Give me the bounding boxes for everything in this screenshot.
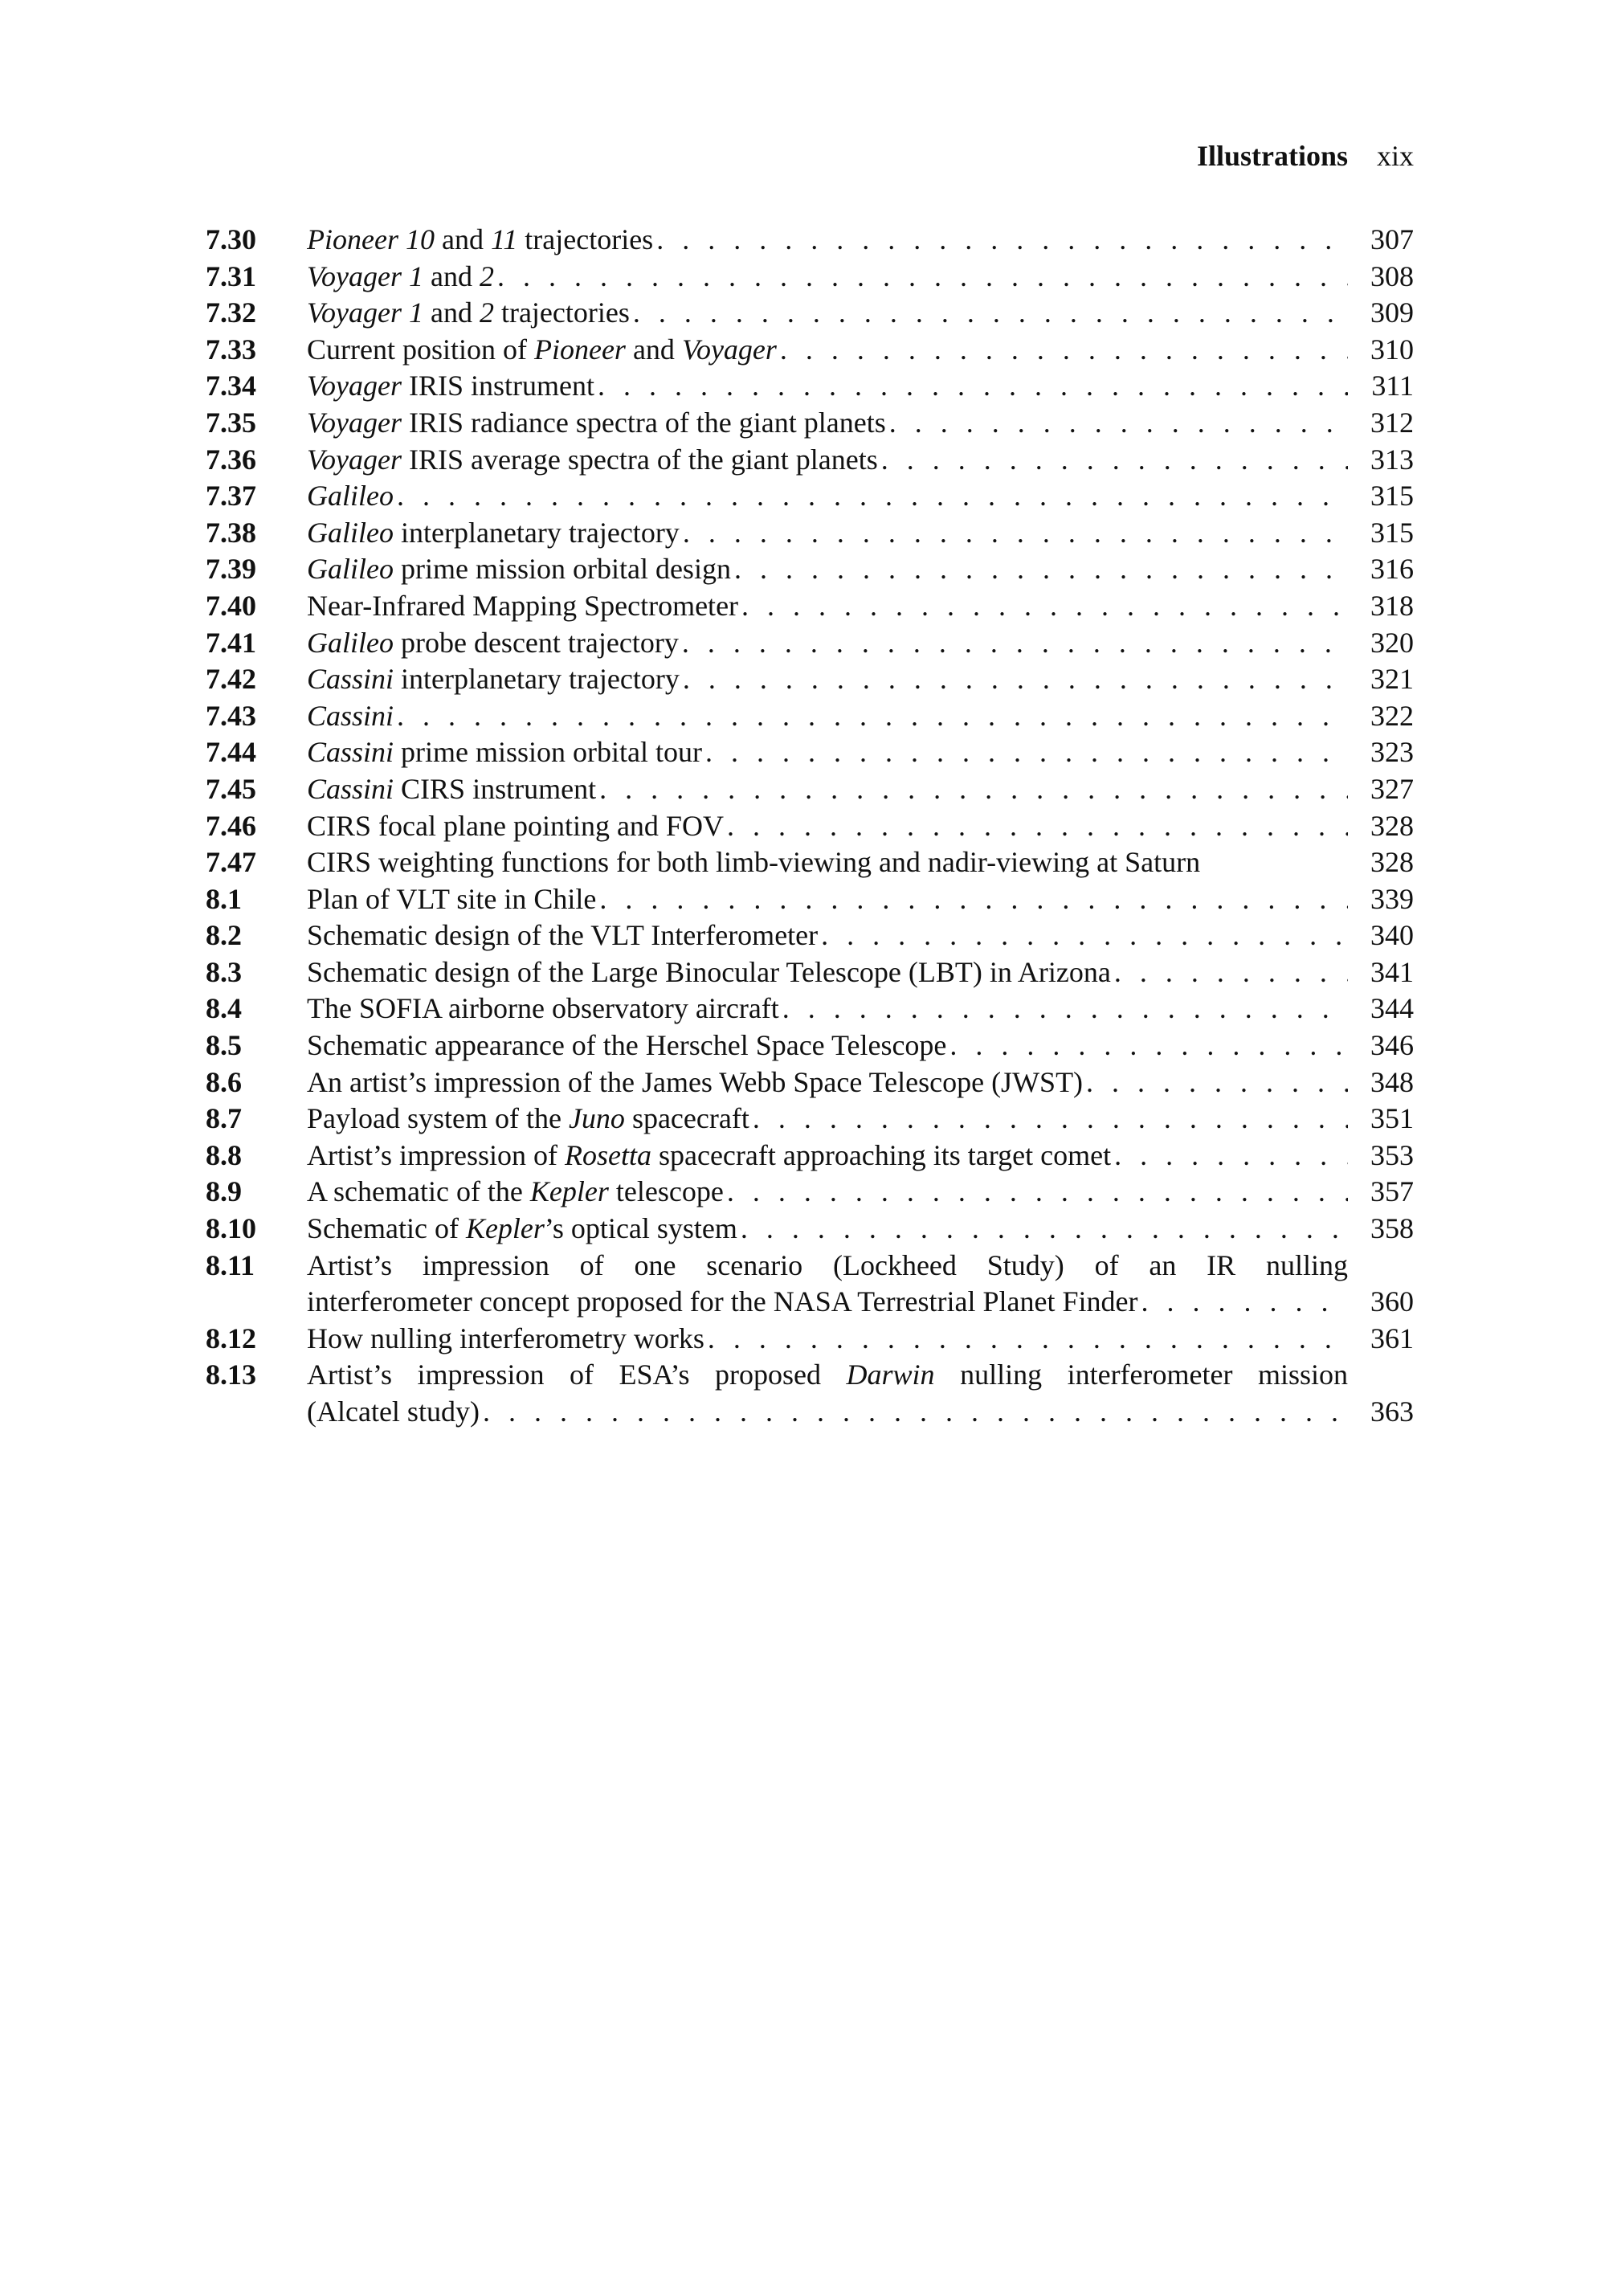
page-number: 363 xyxy=(1370,1395,1414,1428)
figure-number: 8.4 xyxy=(206,992,242,1025)
figure-caption xyxy=(307,1321,1348,1358)
figure-number: 8.5 xyxy=(206,1029,242,1062)
dot-leader xyxy=(886,405,1348,442)
page-number: 318 xyxy=(1370,589,1414,622)
dot-leader xyxy=(704,1321,1348,1358)
list-item xyxy=(206,881,1414,918)
figure-caption xyxy=(307,259,1348,296)
list-item xyxy=(206,734,1414,771)
figure-caption xyxy=(307,1357,1348,1430)
caption-text: Galileo prime mission orbital design xyxy=(307,553,731,586)
list-item xyxy=(206,954,1414,991)
dot-leader xyxy=(594,368,1348,405)
figure-caption xyxy=(307,551,1348,588)
page-number: 327 xyxy=(1370,772,1414,805)
page-number: 321 xyxy=(1370,663,1414,696)
dot-leader xyxy=(1083,1064,1348,1101)
page-number: 339 xyxy=(1370,882,1414,915)
dot-leader xyxy=(596,881,1348,918)
list-item xyxy=(206,295,1414,332)
dot-leader xyxy=(679,625,1348,662)
figure-number: 7.32 xyxy=(206,296,256,329)
figure-number: 7.35 xyxy=(206,406,256,439)
figure-caption xyxy=(307,1174,1348,1211)
dot-leader xyxy=(1111,954,1348,991)
figure-caption xyxy=(307,844,1348,881)
dot-leader xyxy=(724,808,1348,845)
page-number: 341 xyxy=(1370,955,1414,988)
dot-leader xyxy=(731,551,1348,588)
caption-text: Schematic design of the VLT Interferometer xyxy=(307,919,819,952)
figure-number: 8.12 xyxy=(206,1322,256,1354)
figure-number: 8.6 xyxy=(206,1065,242,1098)
list-item xyxy=(206,1357,1414,1430)
dot-leader xyxy=(878,442,1348,479)
page-number: 360 xyxy=(1370,1285,1414,1318)
running-header xyxy=(1197,138,1414,174)
page-number: 309 xyxy=(1370,296,1414,329)
list-item xyxy=(206,1138,1414,1175)
figure-number: 8.3 xyxy=(206,955,242,988)
figure-number: 7.43 xyxy=(206,699,256,732)
figure-number: 7.44 xyxy=(206,736,256,769)
list-item xyxy=(206,991,1414,1027)
dot-leader xyxy=(737,1211,1348,1248)
figure-number: 8.11 xyxy=(206,1248,255,1281)
list-item xyxy=(206,1321,1414,1358)
figure-number: 8.8 xyxy=(206,1138,242,1171)
caption-text: The SOFIA airborne observatory aircraft xyxy=(307,992,779,1025)
figure-number: 7.37 xyxy=(206,480,256,513)
page-number: 315 xyxy=(1370,480,1414,513)
figure-caption xyxy=(307,734,1348,771)
figure-number: 7.40 xyxy=(206,589,256,622)
figure-caption xyxy=(307,332,1348,369)
dot-leader xyxy=(749,1101,1348,1138)
list-item xyxy=(206,1027,1414,1064)
dot-leader xyxy=(1111,1138,1348,1175)
figure-caption xyxy=(307,1027,1348,1064)
dot-leader xyxy=(818,917,1348,954)
figure-caption xyxy=(307,1138,1348,1175)
page-number: 328 xyxy=(1370,846,1414,879)
illustrations-list xyxy=(206,222,1414,1431)
figure-number: 8.7 xyxy=(206,1102,242,1135)
caption-text: Galileo interplanetary trajectory xyxy=(307,516,680,549)
dot-leader xyxy=(480,1394,1348,1431)
figure-number: 7.39 xyxy=(206,553,256,586)
figure-caption xyxy=(307,222,1348,259)
page-number: 361 xyxy=(1370,1322,1414,1354)
page-number: 316 xyxy=(1370,553,1414,586)
page-number: 308 xyxy=(1370,259,1414,292)
list-item xyxy=(206,844,1414,881)
page-number: 340 xyxy=(1370,919,1414,952)
figure-caption xyxy=(307,917,1348,954)
figure-number: 7.30 xyxy=(206,223,256,255)
figure-number: 8.1 xyxy=(206,882,242,915)
dot-leader xyxy=(394,698,1348,735)
figure-caption xyxy=(307,1211,1348,1248)
figure-caption xyxy=(307,881,1348,918)
caption-text: Voyager IRIS instrument xyxy=(307,370,594,402)
list-item xyxy=(206,368,1414,405)
caption-text: Payload system of the Juno spacecraft xyxy=(307,1102,749,1135)
figure-caption xyxy=(307,442,1348,479)
page-number: 310 xyxy=(1370,333,1414,366)
figure-number: 7.41 xyxy=(206,626,256,659)
caption-text: interferometer concept proposed for the NASA Terrestrial Planet Finder xyxy=(307,1285,1138,1318)
caption-text: Cassini CIRS instrument xyxy=(307,772,597,805)
dot-leader xyxy=(702,734,1348,771)
figure-caption xyxy=(307,808,1348,845)
list-item xyxy=(206,222,1414,259)
figure-number: 8.10 xyxy=(206,1212,256,1245)
list-item xyxy=(206,661,1414,698)
list-item xyxy=(206,478,1414,515)
dot-leader xyxy=(724,1174,1348,1211)
figure-number: 7.47 xyxy=(206,846,256,879)
dot-leader xyxy=(680,515,1348,552)
dot-leader xyxy=(946,1027,1348,1064)
figure-number: 7.38 xyxy=(206,516,256,549)
figure-number: 8.9 xyxy=(206,1175,242,1208)
list-item xyxy=(206,405,1414,442)
dot-leader xyxy=(738,588,1348,625)
page-number: 328 xyxy=(1370,809,1414,842)
list-item xyxy=(206,442,1414,479)
page-number: 344 xyxy=(1370,992,1414,1025)
list-item xyxy=(206,917,1414,954)
figure-number: 7.45 xyxy=(206,772,256,805)
list-item xyxy=(206,698,1414,735)
dot-leader xyxy=(596,771,1348,808)
figure-caption xyxy=(307,1101,1348,1138)
figure-caption xyxy=(307,991,1348,1027)
figure-caption xyxy=(307,625,1348,662)
caption-first-line: Artist’s impression of one scenario (Lockheed Study) of an IR nulling xyxy=(307,1248,1348,1281)
figure-caption xyxy=(307,478,1348,515)
header-title: Illustrations xyxy=(1196,140,1348,172)
page-number: 346 xyxy=(1370,1029,1414,1062)
figure-number: 8.2 xyxy=(206,919,242,952)
caption-text: An artist’s impression of the James Webb Space Telescope (JWST) xyxy=(307,1065,1084,1098)
figure-caption xyxy=(307,698,1348,735)
dot-leader xyxy=(494,259,1348,296)
page-number: 307 xyxy=(1370,223,1414,255)
caption-text: CIRS focal plane pointing and FOV xyxy=(307,809,724,842)
caption-text: Near-Infrared Mapping Spectrometer xyxy=(307,589,739,622)
caption-text: Voyager IRIS radiance spectra of the giant planets xyxy=(307,406,886,439)
caption-text: Plan of VLT site in Chile xyxy=(307,882,597,915)
figure-caption xyxy=(307,588,1348,625)
list-item xyxy=(206,1211,1414,1248)
caption-text: Cassini prime mission orbital tour xyxy=(307,736,703,769)
caption-text: Voyager 1 and 2 xyxy=(307,259,494,292)
dot-leader xyxy=(394,478,1348,515)
figure-caption xyxy=(307,1248,1348,1321)
dot-leader xyxy=(630,295,1348,332)
header-page-number: xix xyxy=(1376,140,1414,172)
page-number: 313 xyxy=(1370,443,1414,476)
dot-leader xyxy=(680,661,1348,698)
page-number: 320 xyxy=(1370,626,1414,659)
list-item xyxy=(206,551,1414,588)
list-item xyxy=(206,808,1414,845)
figure-number: 7.46 xyxy=(206,809,256,842)
list-item xyxy=(206,1101,1414,1138)
caption-text: Schematic design of the Large Binocular Telescope (LBT) in Arizona xyxy=(307,955,1111,988)
figure-caption xyxy=(307,771,1348,808)
caption-text: Cassini interplanetary trajectory xyxy=(307,663,680,696)
caption-text: Voyager IRIS average spectra of the giant planets xyxy=(307,443,878,476)
figure-number: 7.42 xyxy=(206,663,256,696)
dot-leader xyxy=(777,332,1348,369)
figure-number: 8.13 xyxy=(206,1358,256,1391)
caption-text: Schematic of Kepler’s optical system xyxy=(307,1212,737,1245)
caption-text: (Alcatel study) xyxy=(307,1395,480,1428)
page-number: 348 xyxy=(1370,1065,1414,1098)
caption-text: Artist’s impression of Rosetta spacecraft approaching its target comet xyxy=(307,1138,1112,1171)
figure-number: 7.33 xyxy=(206,333,256,366)
caption-text: Current position of Pioneer and Voyager xyxy=(307,333,777,366)
caption-text: How nulling interferometry works xyxy=(307,1322,704,1354)
page-number: 323 xyxy=(1370,736,1414,769)
caption-text: Galileo xyxy=(307,480,394,513)
list-item xyxy=(206,259,1414,296)
caption-text: Schematic appearance of the Herschel Space Telescope xyxy=(307,1029,947,1062)
page-number: 322 xyxy=(1370,699,1414,732)
caption-text: CIRS weighting functions for both limb-viewing and nadir-viewing at Saturn xyxy=(307,846,1201,879)
page-number: 358 xyxy=(1370,1212,1414,1245)
dot-leader xyxy=(779,991,1348,1027)
page-number: 351 xyxy=(1370,1102,1414,1135)
page-number: 357 xyxy=(1370,1175,1414,1208)
caption-text: A schematic of the Kepler telescope xyxy=(307,1175,724,1208)
page-number: 311 xyxy=(1371,370,1414,402)
figure-number: 7.31 xyxy=(206,259,256,292)
caption-text: Cassini xyxy=(307,699,394,732)
list-item xyxy=(206,588,1414,625)
list-item xyxy=(206,625,1414,662)
caption-text: Galileo probe descent trajectory xyxy=(307,626,679,659)
figure-caption xyxy=(307,368,1348,405)
list-item xyxy=(206,332,1414,369)
list-item xyxy=(206,1248,1414,1321)
dot-leader xyxy=(1138,1284,1349,1321)
page-number: 315 xyxy=(1370,516,1414,549)
page-number: 312 xyxy=(1370,406,1414,439)
list-item xyxy=(206,771,1414,808)
figure-caption xyxy=(307,1064,1348,1101)
figure-caption xyxy=(307,515,1348,552)
list-item xyxy=(206,515,1414,552)
figure-number: 7.34 xyxy=(206,370,256,402)
figure-caption xyxy=(307,295,1348,332)
figure-number: 7.36 xyxy=(206,443,256,476)
caption-first-line: Artist’s impression of ESA’s proposed Darwin nulling interferometer mission xyxy=(307,1358,1348,1391)
figure-caption xyxy=(307,405,1348,442)
dot-leader xyxy=(653,222,1348,259)
caption-text: Pioneer 10 and 11 trajectories xyxy=(307,223,654,255)
figure-caption xyxy=(307,954,1348,991)
list-item xyxy=(206,1064,1414,1101)
list-item xyxy=(206,1174,1414,1211)
caption-text: Voyager 1 and 2 trajectories xyxy=(307,296,630,329)
figure-caption xyxy=(307,661,1348,698)
page-number: 353 xyxy=(1370,1138,1414,1171)
